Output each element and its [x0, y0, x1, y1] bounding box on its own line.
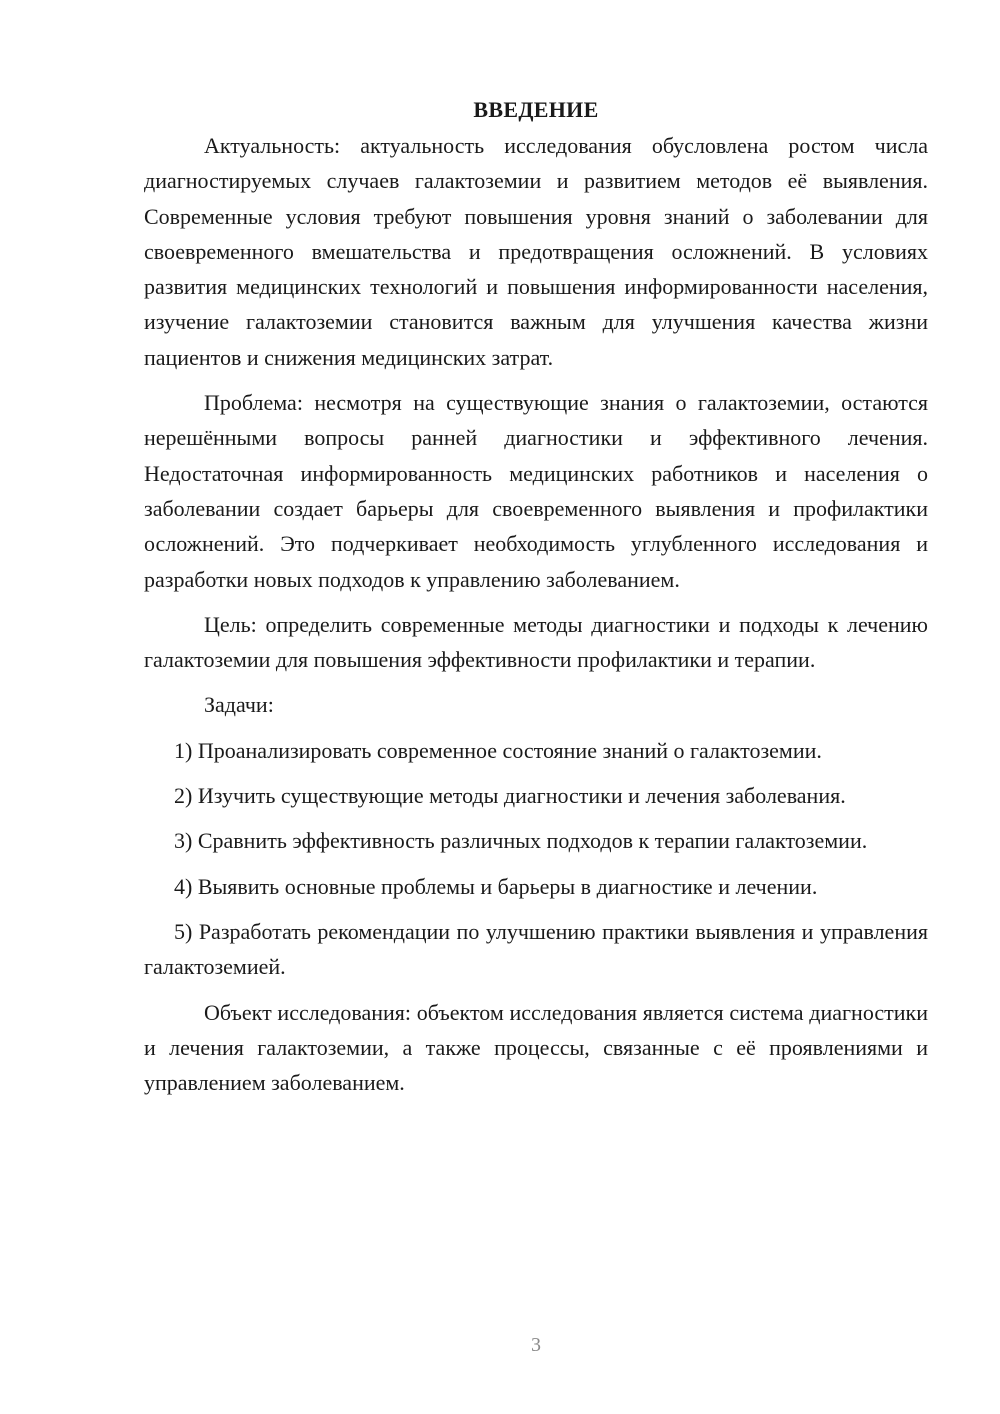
page-number: 3 [531, 1334, 541, 1356]
page-content [144, 94, 928, 1110]
goal-paragraph: Цель: определить современные методы диагностики и подходы к лечению галактоземии для повышения эффективности профилактики и терапии. [144, 611, 928, 673]
task-item-2: 2) Изучить существующие методы диагностики и лечения заболевания. [174, 783, 846, 809]
task-item-3: 3) Сравнить эффективность различных подходов к терапии галактоземии. [174, 828, 868, 854]
object-paragraph: Объект исследования: объектом исследования является система диагностики и лечения галактоземии, а также процессы, связанные с её проявлениями и управлением заболеванием. [144, 999, 928, 1096]
problem-paragraph: Проблема: несмотря на существующие знания о галактоземии, остаются нерешёнными вопросы ранней диагностики и эффективного лечения. Недостаточная информированность медицинских работников и населения о заболевании создает барьеры для своевременного выявления и профилактики осложнений. Это подчеркивает необходимость углубленного исследования и разработки новых подходов к управлению заболеванием. [144, 390, 928, 592]
task-item-1: 1) Проанализировать современное состояние знаний о галактоземии. [174, 737, 822, 763]
tasks-heading: Задачи: [204, 692, 274, 718]
task-item-4: 4) Выявить основные проблемы и барьеры в диагностике и лечении. [174, 873, 818, 899]
relevance-paragraph: Актуальность: актуальность исследования обусловлена ростом числа диагностируемых случаев галактоземии и развитием методов её выявления. Современные условия требуют повышения уровня знаний о заболевании для своевременного вмешательства и предотвращения осложнений. В условиях развития медицинских технологий и повышения информированности населения, изучение галактоземии становится важным для улучшения качества жизни пациентов и снижения медицинских затрат. [144, 133, 928, 370]
section-title: ВВЕДЕНИЕ [473, 97, 599, 122]
task-item-5: 5) Разработать рекомендации по улучшению практики выявления и управления галактоземией. [144, 918, 928, 980]
